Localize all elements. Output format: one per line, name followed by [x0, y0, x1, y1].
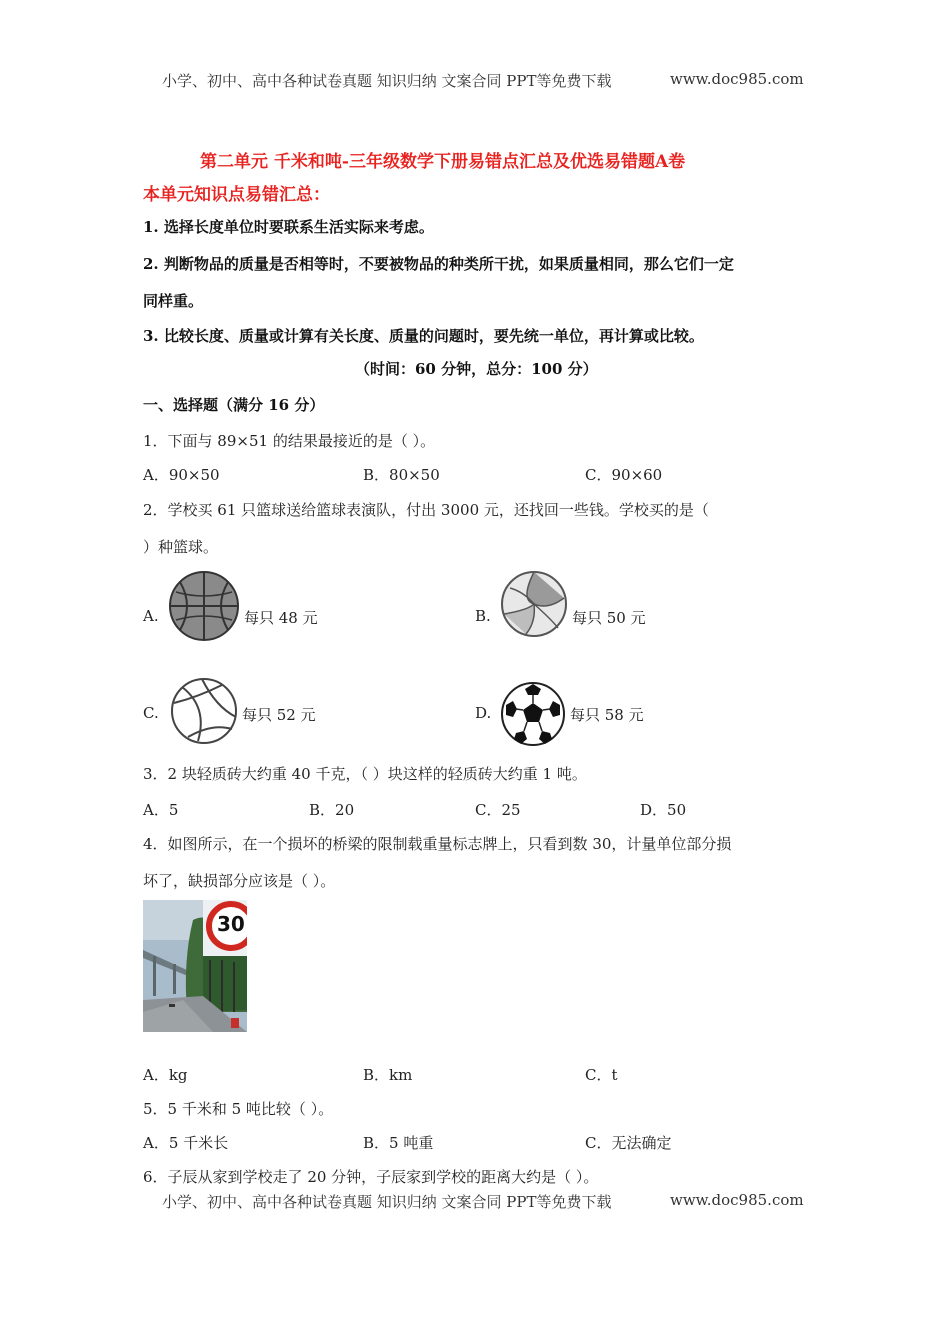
q3-option-c[interactable]: C．25 — [475, 801, 521, 819]
footer-text: 小学、初中、高中各种试卷真题 知识归纳 文案合同 PPT等免费下载 — [162, 1193, 612, 1211]
question-6: 6．子辰从家到学校走了 20 分钟，子辰家到学校的距离大约是（ ）。 — [143, 1168, 599, 1186]
q4-option-a[interactable]: A．kg — [143, 1066, 188, 1084]
question-4: 4．如图所示，在一个损坏的桥梁的限制载重量标志牌上，只看到数 30，计量单位部分损 — [143, 835, 732, 853]
header-url[interactable]: www.doc985.com — [670, 70, 804, 88]
question-4-cont: 坏了，缺损部分应该是（ ）。 — [143, 872, 336, 890]
q3-option-d[interactable]: D．50 — [640, 801, 687, 819]
q2-option-b-label[interactable]: B. — [475, 607, 491, 625]
page-title: 第二单元 千米和吨-三年级数学下册易错点汇总及优选易错题A卷 — [200, 152, 686, 172]
q2-option-d-price: 每只 58 元 — [570, 706, 644, 724]
question-5: 5．5 千米和 5 吨比较（ ）。 — [143, 1100, 334, 1118]
q5-option-b[interactable]: B．5 吨重 — [363, 1134, 434, 1152]
footer-url[interactable]: www.doc985.com — [670, 1191, 804, 1209]
section-heading: 一、选择题（满分 16 分） — [143, 396, 325, 414]
knowledge-point-2-cont: 同样重。 — [143, 292, 204, 310]
question-1: 1．下面与 89×51 的结果最接近的是（ ）。 — [143, 432, 436, 450]
q2-option-b-price: 每只 50 元 — [572, 609, 646, 627]
q4-option-c[interactable]: C．t — [585, 1066, 618, 1084]
q5-option-c[interactable]: C．无法确定 — [585, 1134, 672, 1152]
soccer-ball-icon — [500, 681, 566, 747]
q2-option-a-label[interactable]: A. — [143, 607, 159, 625]
knowledge-point-1: 1. 选择长度单位时要联系生活实际来考虑。 — [143, 218, 434, 236]
q5-option-a[interactable]: A．5 千米长 — [143, 1134, 229, 1152]
question-2-cont: ）种篮球。 — [143, 538, 219, 556]
q4-option-b[interactable]: B．km — [363, 1066, 413, 1084]
q3-option-b[interactable]: B．20 — [309, 801, 355, 819]
header-text: 小学、初中、高中各种试卷真题 知识归纳 文案合同 PPT等免费下载 — [162, 72, 612, 90]
q1-option-c[interactable]: C．90×60 — [585, 466, 663, 484]
q2-option-a-price: 每只 48 元 — [244, 609, 318, 627]
knowledge-point-2: 2. 判断物品的质量是否相等时，不要被物品的种类所干扰，如果质量相同，那么它们一定 — [143, 255, 734, 273]
outline-basketball-icon — [168, 677, 240, 745]
question-2: 2．学校买 61 只篮球送给篮球表演队，付出 3000 元，还找回一些钱。学校买的是（ — [143, 501, 709, 519]
exam-info: （时间：60 分钟，总分：100 分） — [355, 360, 598, 378]
q1-option-a[interactable]: A．90×50 — [143, 466, 220, 484]
q2-option-c-label[interactable]: C. — [143, 704, 159, 722]
section-subtitle: 本单元知识点易错汇总： — [143, 185, 330, 205]
question-3: 3．2 块轻质砖大约重 40 千克，（ ）块这样的轻质砖大约重 1 吨。 — [143, 765, 587, 783]
basketball-icon — [168, 570, 240, 642]
q2-option-d-label[interactable]: D. — [475, 704, 492, 722]
q1-option-b[interactable]: B．80×50 — [363, 466, 440, 484]
q3-option-a[interactable]: A．5 — [143, 801, 179, 819]
knowledge-point-3: 3. 比较长度、质量或计算有关长度、质量的问题时，要先统一单位，再计算或比较。 — [143, 327, 704, 345]
q2-option-c-price: 每只 52 元 — [242, 706, 316, 724]
bridge-sign-photo — [143, 900, 247, 1032]
sign-number: 30 — [217, 912, 245, 936]
volleyball-icon — [500, 570, 568, 638]
